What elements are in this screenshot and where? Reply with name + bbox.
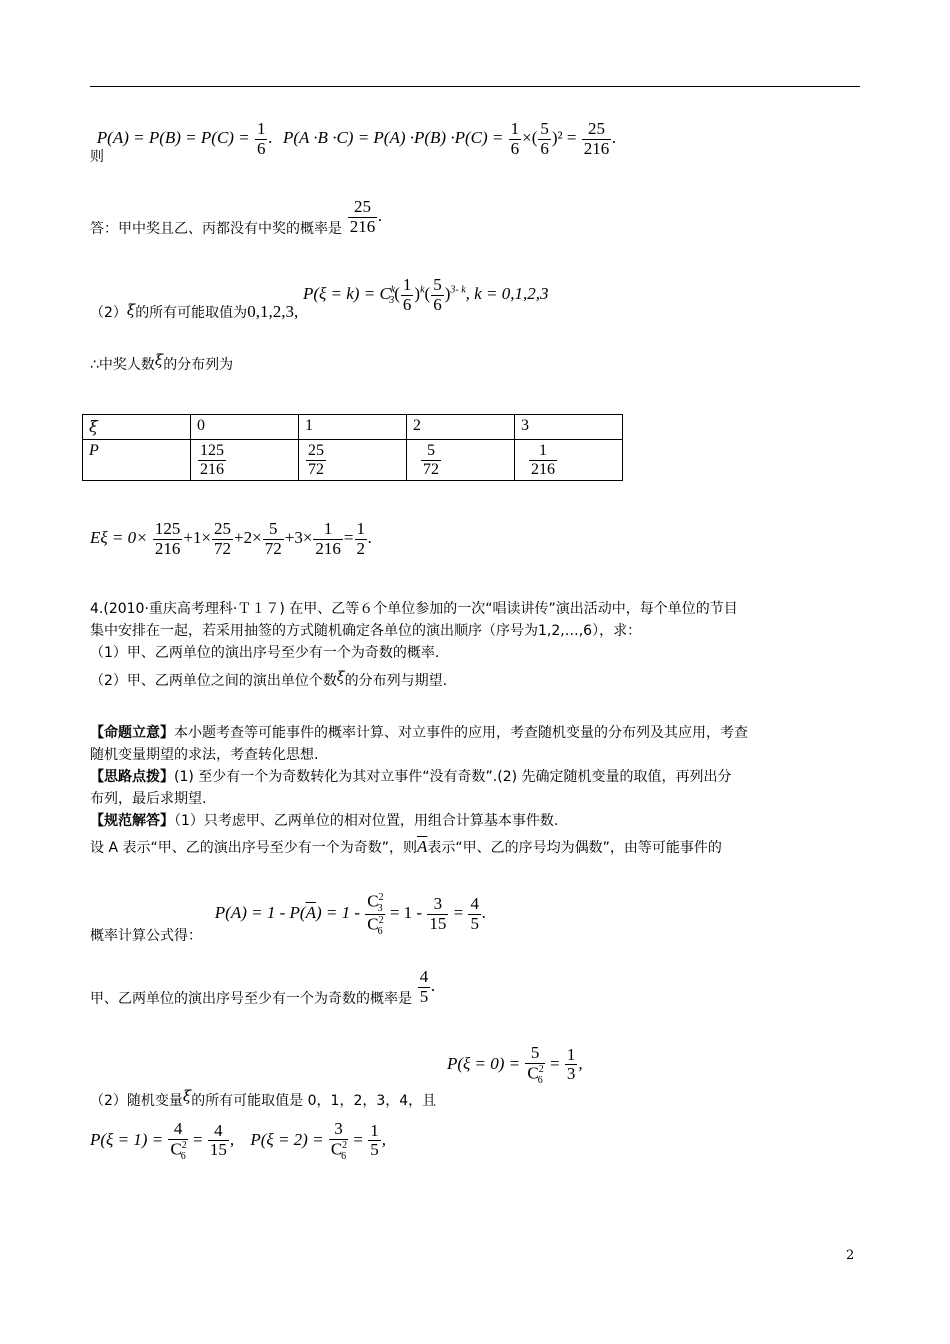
p-xi-1: P(ξ = 1) = $\frac{4}{C^2_6}$ = $\frac{4}{15}$ , — [90, 1119, 239, 1162]
table-row — [83, 440, 623, 481]
xi-symbol: ξ — [126, 301, 136, 320]
distribution-table — [82, 414, 623, 481]
analysis-section: 【命题立意】本小题考查等可能事件的概率计算、对立事件的应用，考查随机变量的分布列及其应用，考查 随机变量期望的求法，考查转化思想. 【思路点拨】(1) 至少有一个为奇数转化为其对立事件“没有奇数”.(2) 先确定随机变量的取值，再列出分 布列，最后求期望. 【规范解答】（1）只考虑甲、乙两单位的相对位置，用组合计算基本事件数. 设 A 表示“甲、乙的演出序号至少有一个为奇数”，则$\overline{A}$表示“甲、乙的序号均为偶数”，由等可能事件的 — [90, 725, 748, 856]
distribution-intro: ∴中奖人数ξ的分布列为 — [90, 351, 234, 373]
complement-formula: 概率计算公式得： $P(A) = 1 - P(\overline{A}) = 1$ - $\frac{C^2_3}{C^2_6}$ = 1 - $\frac{3}{15}$ = $\frac{4}{5}$ . — [90, 891, 487, 945]
table-cell: 0 — [191, 415, 299, 440]
p-xi-0: P(ξ = 0) = $\frac{5}{C^2_6}$ = $\frac{1}{3}$ , — [446, 1043, 583, 1086]
table-cell: 2 — [407, 415, 515, 440]
table-cell: ξ — [83, 415, 191, 440]
part2-line: （2）ξ的所有可能取值为0,1,2,3, $P(\xi = k) = C^k_3$( $\frac{1}{6}$ )$^k$( $\frac{5}{6}$ )$^{3- k}$, k = 0,1,2,3 — [90, 275, 549, 322]
table-cell: $\frac{5}{72}$ — [407, 440, 515, 481]
lead-char: 则 — [90, 149, 104, 166]
header-rule — [90, 86, 860, 87]
p-xi-2: P(ξ = 2) = $\frac{3}{C^2_6}$ = $\frac{1}{5}$ , — [250, 1119, 386, 1162]
p-xi-1-2 — [90, 1120, 386, 1162]
expectation-formula: Eξ = 0× $\frac{125}{216}$ +1× $\frac{25}{72}$ +2× $\frac{5}{72}$ +3× $\frac{1}{216}$ = $\frac{1}{2}$ . — [90, 519, 373, 558]
xi-symbol: ξ — [154, 351, 164, 369]
binomial-formula: $P(\xi = k) = C^k_3$( $\frac{1}{6}$ )$^k$( $\frac{5}{6}$ )$^{3- k}$, k = 0,1,2,3 — [302, 275, 549, 314]
probability-equations — [90, 119, 617, 166]
table-cell: 3 — [515, 415, 623, 440]
table-cell: $\frac{25}{72}$ — [299, 440, 407, 481]
eq1: P(A) = P(B) = P(C) = $\frac{1}{6}$ . — [96, 119, 277, 158]
table-header-row — [83, 415, 623, 440]
table-cell: $\frac{1}{216}$ — [515, 440, 623, 481]
problem-4: 4.(2010·重庆高考理科·Ｔ１７) 在甲、乙等６个单位参加的一次“唱读讲传”演出活动中，每个单位的节目 集中安排在一起，若采用抽签的方式随机确定各单位的演出顺序（序号为1,2,…,6），求： （1）甲、乙两单位的演出序号至少有一个为奇数的概率. （2）甲、乙两单位之间的演出单位个数ξ的分布列与期望. — [90, 601, 738, 689]
xi-symbol: ξ — [182, 1086, 192, 1105]
table-cell: $\frac{125}{216}$ — [191, 440, 299, 481]
page-number: 2 — [846, 1248, 855, 1263]
part2-intro: （2）随机变量ξ的所有可能取值是 0，1，2，3，4，且 P(ξ = 0) = $\frac{5}{C^2_6}$ = $\frac{1}{3}$ , — [90, 1043, 583, 1109]
answer-line: 答：甲中奖且乙、丙都没有中奖的概率是 $\frac{25}{216}$ . — [90, 197, 383, 238]
xi-symbol: ξ — [336, 669, 345, 685]
table-cell: P — [83, 440, 191, 481]
eq2: P(A ·B ·C) = P(A) ·P(B) ·P(C) = $\frac{1}{6}$ ×( $\frac{5}{6}$ )² = $\frac{25}{216}$ . — [282, 119, 617, 158]
table-cell: 1 — [299, 415, 407, 440]
conclusion-line: 甲、乙两单位的演出序号至少有一个为奇数的概率是 $\frac{4}{5}$ . — [90, 967, 436, 1008]
